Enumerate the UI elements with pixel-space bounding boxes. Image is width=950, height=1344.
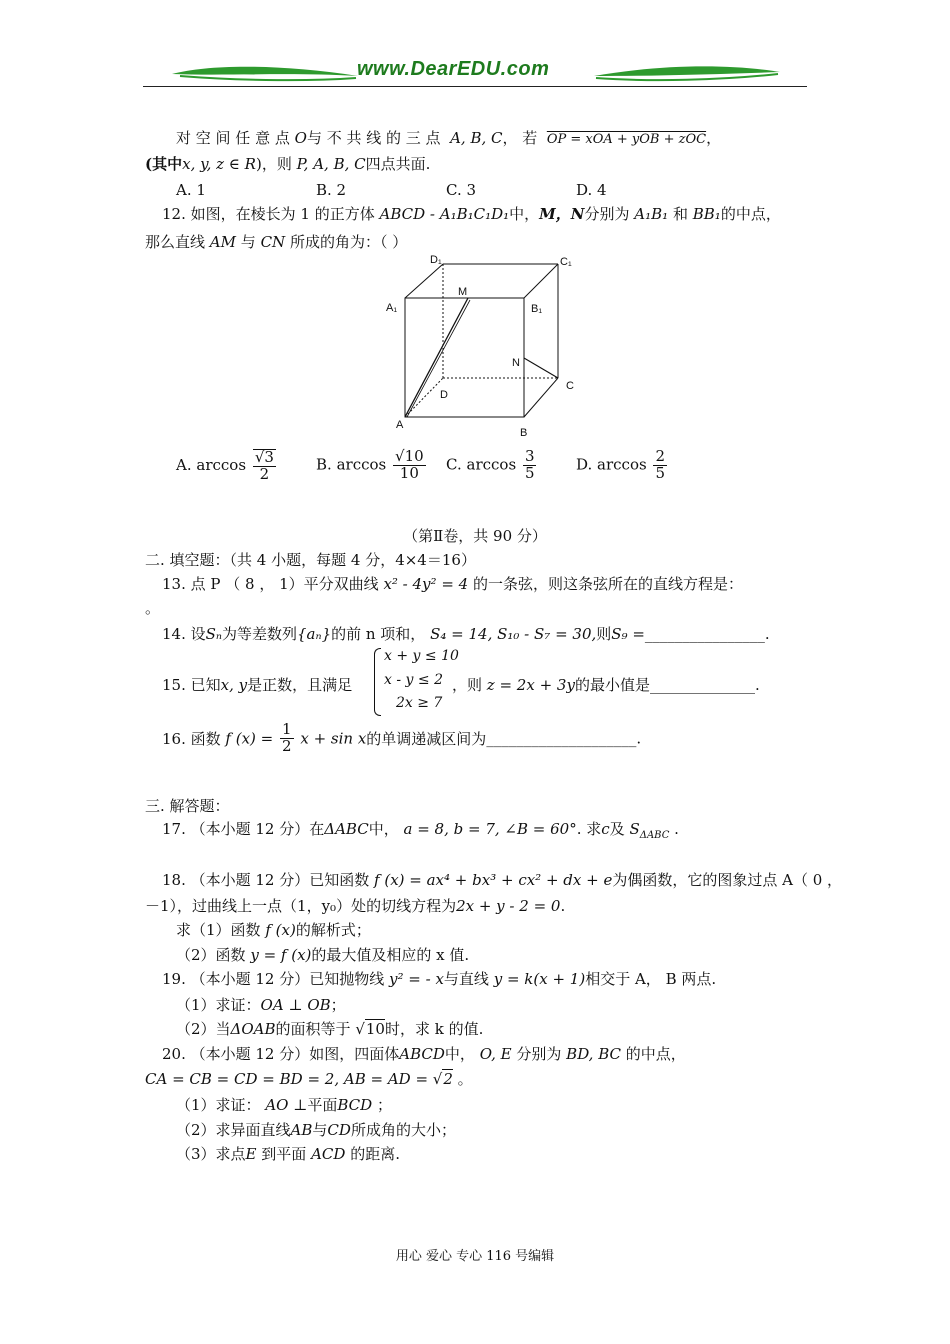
label-d: D — [440, 389, 448, 401]
vector-equation: OP = xOA + yOB + zOC — [546, 132, 707, 147]
q18-part1: 求（1）函数 f (x)的解析式； — [176, 921, 371, 939]
q12-line2: 那么直线 AM 与 CN 所成的角为：（ ） — [145, 233, 408, 251]
q12-option-b[interactable]: B. arccos $\frac{√10}{10}$ — [316, 447, 424, 482]
q19-part1: （1）求证：OA ⊥ OB； — [176, 996, 346, 1014]
q16-answer-blank[interactable]: ____________________. — [486, 729, 642, 748]
q15-answer-blank[interactable]: ______________. — [649, 676, 760, 694]
q11-option-b[interactable]: B. 2 — [316, 181, 347, 199]
q15-left: 15. 已知x, y是正数，且满足 — [162, 676, 353, 694]
q11-option-a[interactable]: A. 1 — [176, 181, 206, 199]
label-n: N — [512, 357, 520, 369]
q12-option-d[interactable]: D. arccos $\frac{2}{5}$ — [576, 447, 666, 482]
answer-section-heading: 三. 解答题： — [145, 797, 230, 815]
q15-ineq-1: x + y ≤ 10 — [384, 648, 459, 664]
edge-b1-c1 — [524, 264, 558, 298]
q14: 14. 设Sₙ为等差数列{aₙ}的前 n 项和， S₄ = 14, S₁₀ - S₇ = 30,则S₉ =________________. — [162, 625, 770, 643]
q13-end: 。 — [145, 599, 161, 617]
label-b1: B₁ — [531, 303, 543, 315]
edge-b-c — [524, 378, 558, 417]
segment-am — [405, 298, 468, 417]
label-a1: A₁ — [386, 302, 398, 314]
q11-line1: 对 空 间 任 意 点 O与 不 共 线 的 三 点 A, B, C， 若 OP = xOA + yOB + zOC， — [176, 129, 722, 147]
segment-am-2 — [407, 300, 470, 417]
fill-in-section-heading: 二. 填空题：（共 4 小题，每题 4 分，4×4＝16） — [145, 551, 476, 569]
label-c: C — [566, 380, 574, 392]
q20-part3: （3）求点E 到平面 ACD 的距离. — [176, 1145, 400, 1163]
q17: 17. （本小题 12 分）在ΔABC中， a = 8, b = 7, ∠B = 60°. 求c及 $S_{\Delta ABC}$ . — [162, 820, 679, 841]
q11-line2: (其中x, y, z ∈ R)，则 P, A, B, C四点共面. — [145, 155, 431, 173]
q18-part2: （2）函数 y = f (x)的最大值及相应的 x 值. — [176, 946, 470, 964]
segment-cn — [524, 358, 558, 378]
q12-option-a[interactable]: A. arccos $\frac{√3}{2}$ — [176, 448, 274, 483]
q11-option-d[interactable]: D. 4 — [576, 181, 607, 199]
q19-line1: 19. （本小题 12 分）已知抛物线 y² = - x与直线 y = k(x + 1)相交于 A， B 两点. — [162, 970, 717, 988]
right-swoosh-icon — [592, 64, 782, 84]
q16: 16. 函数 f (x) = $\frac{1}{2}$ x + sin x的单调递减区间为____________________. — [162, 720, 642, 755]
q20-part2: （2）求异面直线AB与CD所成角的大小； — [176, 1121, 456, 1139]
header-rule — [143, 86, 807, 87]
cube-figure — [380, 250, 590, 445]
q18-line2: －1），过曲线上一点（1，y₀）处的切线方程为2x + y - 2 = 0. — [145, 897, 566, 915]
q20-part1: （1）求证： AO ⊥平面BCD ； — [176, 1096, 392, 1114]
q19-part2: （2）当ΔOAB的面积等于 √10时，求 k 的值. — [176, 1020, 484, 1038]
q13: 13. 点 P （ 8 ， 1）平分双曲线 x² - 4y² = 4 的一条弦，则这条弦所在的直线方程是： — [162, 575, 743, 593]
system-brace — [374, 648, 381, 716]
q12-line1: 12. 如图，在棱长为 1 的正方体 ABCD - A₁B₁C₁D₁中，M，N分别为 A₁B₁ 和 BB₁的中点， — [162, 205, 781, 223]
q11-option-c[interactable]: C. 3 — [446, 181, 477, 199]
edge-a1-d1 — [405, 264, 443, 298]
left-swoosh-icon — [170, 64, 360, 84]
site-logo[interactable]: www.DearEDU.com — [357, 58, 550, 80]
q14-answer-blank[interactable]: ________________. — [644, 625, 770, 643]
q15-right: ，则 z = 2x + 3y的最小值是______________. — [452, 676, 760, 694]
part2-title: （第Ⅱ卷，共 90 分） — [403, 527, 547, 545]
page-footer: 用心 爱心 专心 116 号编辑 — [395, 1249, 555, 1264]
q12-option-c[interactable]: C. arccos $\frac{3}{5}$ — [446, 447, 535, 482]
label-a: A — [396, 419, 404, 431]
label-d1: D₁ — [430, 254, 442, 266]
label-c1: C₁ — [560, 256, 572, 268]
q18-line1: 18. （本小题 12 分）已知函数 f (x) = ax⁴ + bx³ + cx² + dx + e为偶函数，它的图象过点 A（ 0 ， — [162, 871, 843, 889]
q15-ineq-2: x - y ≤ 2 — [384, 672, 443, 688]
label-m: M — [458, 286, 468, 298]
q15-ineq-3: 2x ≥ 7 — [396, 695, 443, 711]
q20-line2: CA = CB = CD = BD = 2, AB = AD = √2 。 — [145, 1070, 473, 1088]
edge-a-d-hidden — [405, 378, 443, 417]
q20-line1: 20. （本小题 12 分）如图，四面体ABCD中， O, E 分别为 BD, BC 的中点， — [162, 1045, 686, 1063]
label-b: B — [520, 427, 528, 439]
